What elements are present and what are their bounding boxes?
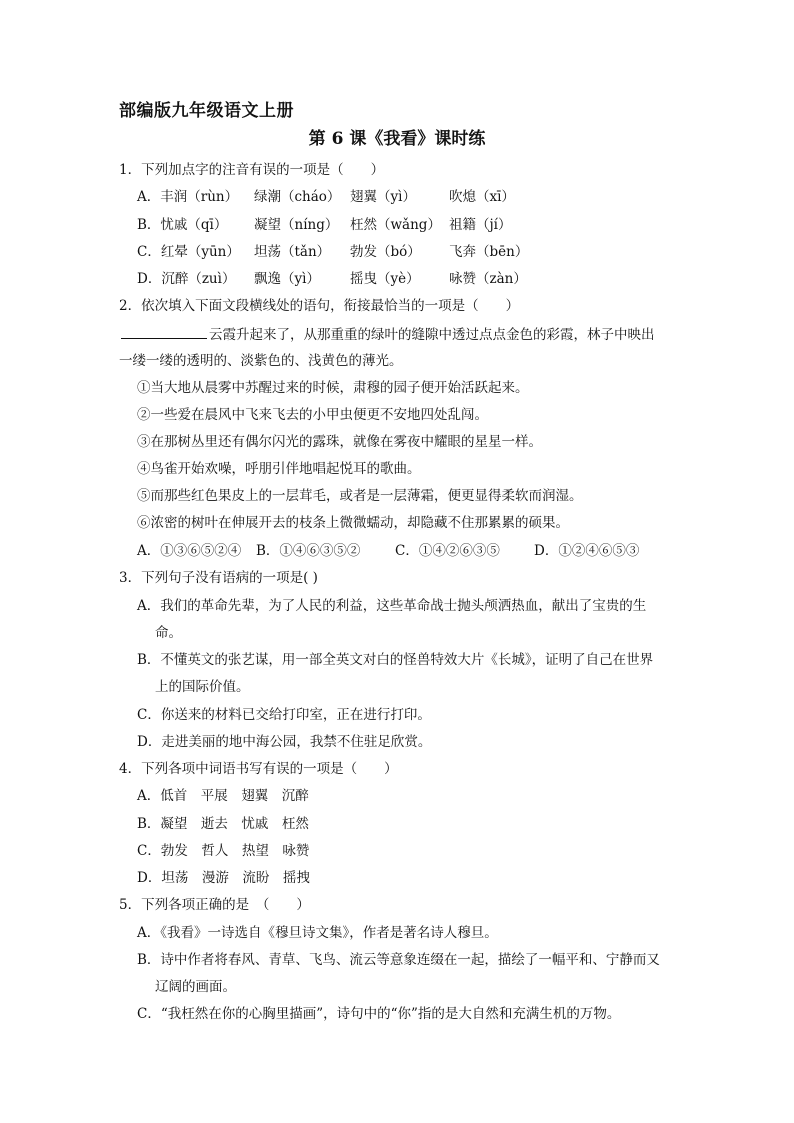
q1-d-3: 摇曳（yè） — [350, 271, 420, 287]
q4-stem: 4．下列各项中词语书写有误的一项是（ ） — [119, 761, 398, 777]
q4-option-a: A．低首 平展 翅翼 沉醉 — [137, 788, 309, 804]
q1-a-3: 翅翼（yì） — [350, 189, 416, 205]
q2-stem: 2．依次填入下面文段横线处的语句，衔接最恰当的一项是（ ） — [119, 298, 520, 314]
q4-option-b: B．凝望 逝去 忧戚 枉然 — [137, 816, 309, 832]
q1-c-1: C．红晕（yūn） — [137, 244, 240, 260]
q1-a-1: A．丰润（rùn） — [137, 189, 239, 205]
answer-blank — [121, 325, 207, 339]
q1-b-2: 凝望（níng） — [254, 217, 339, 233]
q2-item-4: ④鸟雀开始欢噪，呼朋引伴地唱起悦耳的歌曲。 — [137, 461, 421, 477]
q3-option-d: D．走进美丽的地中海公园，我禁不住驻足欣赏。 — [137, 734, 432, 750]
q2-option-c: C．①④②⑥③⑤ — [395, 543, 500, 559]
q5-option-a: A．《我看》一诗选自《穆旦诗文集》，作者是著名诗人穆旦。 — [137, 925, 498, 941]
q3-option-b-line-2: 上的国际价值。 — [155, 679, 250, 695]
q3-option-c: C．你送来的材料已交给打印室，正在进行打印。 — [137, 707, 431, 723]
document-title: 第 6 课《我看》课时练 — [308, 129, 486, 149]
q3-option-a-line-2: 命。 — [155, 625, 182, 641]
q5-option-c: C．“我枉然在你的心胸里描画”，诗句中的“你”指的是大自然和充满生机的万物。 — [137, 1006, 621, 1022]
q2-option-b: B．①④⑥③⑤② — [256, 543, 361, 559]
q2-item-6: ⑥浓密的树叶在伸展开去的枝条上微微蠕动，却隐藏不住那累累的硕果。 — [137, 515, 569, 531]
q2-item-1: ①当大地从晨雾中苏醒过来的时候，肃穆的园子便开始活跃起来。 — [137, 380, 529, 396]
q2-paragraph-line-1 — [121, 325, 655, 344]
q2-item-2: ②一些爱在晨风中飞来飞去的小甲虫便更不安地四处乱闯。 — [137, 407, 488, 423]
q2-item-3: ③在那树丛里还有偶尔闪光的露珠，就像在雾夜中耀眼的星星一样。 — [137, 434, 542, 450]
q1-c-3: 勃发（bó） — [350, 244, 421, 260]
q1-a-4: 吹熄（xī） — [449, 189, 515, 205]
q1-d-4: 咏赞（zàn） — [449, 271, 527, 287]
q1-d-1: D．沉醉（zuì） — [137, 271, 236, 287]
q5-option-b-line-1: B．诗中作者将春风、青草、飞鸟、流云等意象连缀在一起，描绘了一幅平和、宁静而又 — [137, 952, 660, 968]
q2-paragraph-line-2: 一缕一缕的透明的、淡紫色的、浅黄色的薄光。 — [119, 353, 403, 369]
q4-option-d: D．坦荡 漫游 流盼 摇拽 — [137, 870, 310, 886]
q2-item-5: ⑤而那些红色果皮上的一层茸毛，或者是一层薄霜，便更显得柔软而润湿。 — [137, 488, 583, 504]
q1-c-4: 飞奔（bēn） — [449, 244, 529, 260]
q5-option-b-line-2: 辽阔的画面。 — [155, 979, 236, 995]
q1-d-2: 飘逸（yì） — [254, 271, 320, 287]
q2-option-a: A．①③⑥⑤②④ — [137, 543, 242, 559]
q1-a-2: 绿潮（cháo） — [254, 189, 341, 205]
q3-option-b-line-1: B．不懂英文的张艺谋，用一部全英文对白的怪兽特效大片《长城》，证明了自己在世界 — [137, 652, 654, 668]
document-header: 部编版九年级语文上册 — [119, 101, 294, 121]
q3-option-a-line-1: A．我们的革命先辈，为了人民的利益，这些革命战士抛头颅洒热血，献出了宝贵的生 — [137, 598, 647, 614]
q2-paragraph-text-1: 云霞升起来了，从那重重的绿叶的缝隙中透过点点金色的彩霞，林子中映出 — [209, 327, 655, 343]
q1-b-4: 祖籍（jí） — [449, 217, 512, 233]
q2-option-d: D．①②④⑥⑤③ — [534, 543, 640, 559]
q3-stem: 3．下列句子没有语病的一项是( ) — [119, 570, 318, 586]
q1-b-3: 枉然（wǎng） — [350, 217, 441, 233]
q5-stem: 5．下列各项正确的是 （ ） — [119, 897, 310, 913]
q1-b-1: B．忧戚（qī） — [137, 217, 228, 233]
q4-option-c: C．勃发 哲人 热望 咏赞 — [137, 843, 310, 859]
q1-stem: 1．下列加点字的注音有误的一项是（ ） — [119, 162, 385, 178]
q1-c-2: 坦荡（tǎn） — [254, 244, 331, 260]
